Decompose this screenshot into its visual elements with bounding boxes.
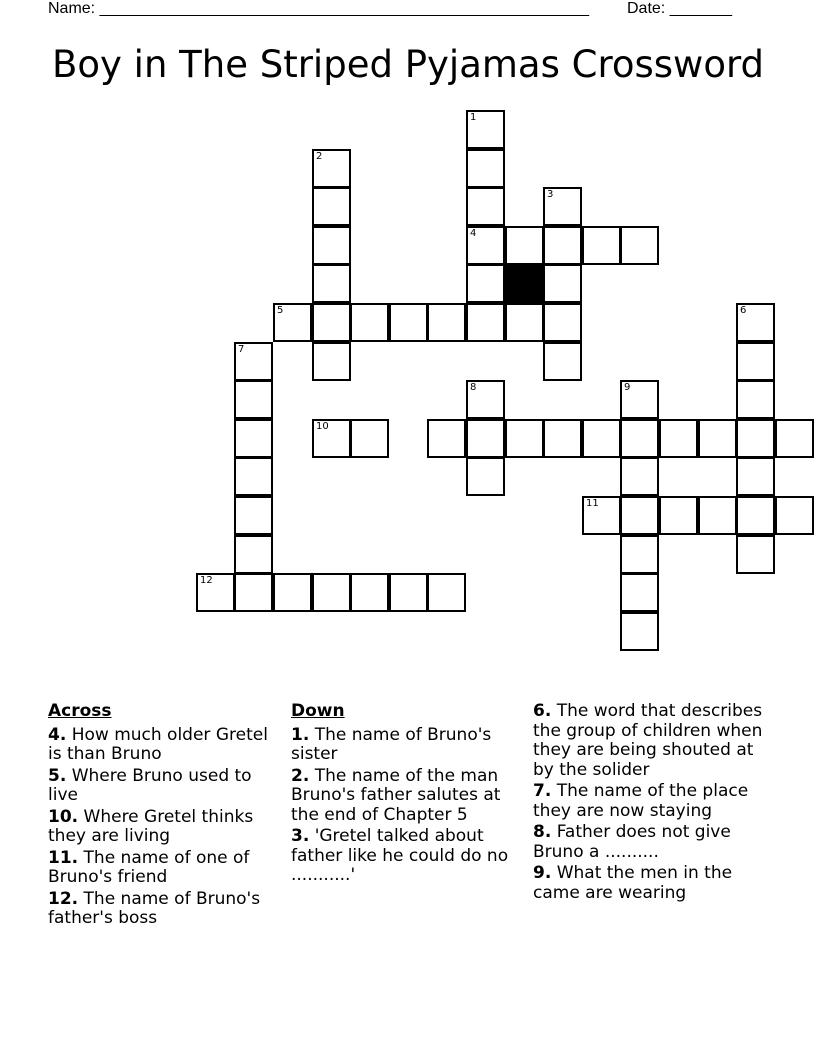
clue-item-text: The name of the place they are now staying: [533, 781, 749, 821]
grid-cell[interactable]: [234, 380, 273, 419]
grid-cell[interactable]: [466, 110, 505, 149]
clue-item: [291, 827, 526, 886]
clue-item-number: 7.: [533, 781, 552, 801]
clue-item-text: Where Bruno used to live: [48, 765, 252, 805]
grid-cell[interactable]: [466, 264, 505, 303]
clue-item-number: 3.: [291, 826, 310, 846]
clue-item-number: 1.: [291, 724, 310, 745]
grid-cell[interactable]: [620, 612, 659, 651]
clue-number: 11: [586, 498, 599, 509]
grid-cell[interactable]: [775, 419, 814, 458]
grid-cell[interactable]: [312, 303, 351, 342]
clue-item-text: 'Gretel talked about father like he could do no ...........': [291, 826, 509, 885]
clue-number: 6: [740, 305, 747, 316]
clue-item-number: 6.: [533, 701, 552, 721]
grid-cell[interactable]: [389, 573, 428, 612]
grid-cell[interactable]: [543, 303, 582, 342]
grid-cell[interactable]: [620, 419, 659, 458]
clue-item-number: 4.: [48, 724, 67, 745]
grid-cell[interactable]: [736, 535, 775, 574]
clue-number: 12: [200, 575, 213, 586]
grid-cell[interactable]: [273, 573, 312, 612]
grid-cell[interactable]: [620, 573, 659, 612]
clue-item-number: 12.: [48, 888, 79, 909]
grid-cell[interactable]: [234, 457, 273, 496]
grid-cell[interactable]: [775, 496, 814, 535]
down-clues-column: [291, 702, 526, 888]
grid-cell[interactable]: [273, 303, 312, 342]
grid-cell[interactable]: [736, 419, 775, 458]
name-field-label: Name: _______________________________________________________: [48, 0, 589, 17]
clue-item-number: 2.: [291, 765, 310, 786]
clue-item: [48, 767, 283, 806]
clue-number: 7: [238, 344, 245, 355]
down-clues-column-continued: [533, 702, 768, 905]
grid-cell[interactable]: [620, 535, 659, 574]
clue-item-text: The name of Bruno's father's boss: [48, 888, 261, 928]
black-square: [505, 264, 544, 303]
grid-cell[interactable]: [312, 187, 351, 226]
clue-item-number: 9.: [533, 863, 552, 883]
grid-cell[interactable]: [620, 457, 659, 496]
grid-cell[interactable]: [659, 496, 698, 535]
clue-number: 3: [547, 189, 554, 200]
grid-cell[interactable]: [427, 303, 466, 342]
clue-item-text: The name of the man Bruno's father salutes at the end of Chapter 5: [291, 765, 501, 825]
grid-cell[interactable]: [620, 496, 659, 535]
grid-cell[interactable]: [582, 226, 621, 265]
grid-cell[interactable]: [466, 303, 505, 342]
grid-cell[interactable]: [466, 187, 505, 226]
clue-item: [48, 726, 283, 765]
grid-cell[interactable]: [196, 573, 235, 612]
clue-number: 1: [470, 112, 477, 123]
clue-item-number: 10.: [48, 806, 79, 827]
grid-cell[interactable]: [427, 419, 466, 458]
grid-cell[interactable]: [312, 573, 351, 612]
grid-cell[interactable]: [466, 149, 505, 188]
grid-cell[interactable]: [427, 573, 466, 612]
grid-cell[interactable]: [543, 226, 582, 265]
grid-cell[interactable]: [505, 303, 544, 342]
clue-item: [291, 726, 526, 765]
grid-cell[interactable]: [620, 380, 659, 419]
down-clue-list: [291, 726, 526, 886]
grid-cell[interactable]: [312, 342, 351, 381]
grid-cell[interactable]: [350, 573, 389, 612]
clue-item-text: The name of Bruno's sister: [291, 724, 492, 764]
clue-item: [48, 849, 283, 888]
grid-cell[interactable]: [543, 419, 582, 458]
grid-cell[interactable]: [736, 380, 775, 419]
clue-item: [533, 782, 768, 821]
across-clues-column: [48, 702, 283, 931]
clue-number: 5: [277, 305, 284, 316]
across-clue-list: [48, 726, 283, 929]
page-title: Boy in The Striped Pyjamas Crossword: [51, 43, 764, 86]
clue-item-number: 5.: [48, 765, 67, 786]
grid-cell[interactable]: [350, 419, 389, 458]
grid-cell[interactable]: [736, 303, 775, 342]
grid-cell[interactable]: [698, 496, 737, 535]
grid-cell[interactable]: [466, 419, 505, 458]
clue-item-text: How much older Gretel is than Bruno: [48, 724, 268, 764]
clue-number: 10: [316, 421, 329, 432]
clue-item: [533, 864, 768, 903]
grid-cell[interactable]: [389, 303, 428, 342]
grid-cell[interactable]: [466, 226, 505, 265]
clue-item: [291, 767, 526, 826]
grid-cell[interactable]: [698, 419, 737, 458]
grid-cell[interactable]: [543, 187, 582, 226]
grid-cell[interactable]: [582, 496, 621, 535]
grid-cell[interactable]: [234, 535, 273, 574]
down-heading: Down: [291, 701, 345, 721]
clue-number: 2: [316, 151, 323, 162]
across-heading: Across: [48, 701, 112, 721]
grid-cell[interactable]: [736, 342, 775, 381]
clue-item-text: Where Gretel thinks they are living: [48, 806, 254, 846]
grid-cell[interactable]: [312, 226, 351, 265]
grid-cell[interactable]: [312, 149, 351, 188]
clue-number: 4: [470, 228, 477, 239]
grid-cell[interactable]: [543, 264, 582, 303]
grid-cell[interactable]: [312, 419, 351, 458]
clue-item-text: The word that describes the group of children when they are being shouted at by the solider: [533, 701, 763, 780]
grid-cell[interactable]: [736, 496, 775, 535]
grid-cell[interactable]: [505, 419, 544, 458]
clue-item-text: The name of one of Bruno's friend: [48, 847, 250, 887]
grid-cell[interactable]: [466, 380, 505, 419]
grid-cell[interactable]: [312, 264, 351, 303]
clue-number: 8: [470, 382, 477, 393]
grid-cell[interactable]: [659, 419, 698, 458]
clue-item-number: 11.: [48, 847, 79, 868]
grid-cell[interactable]: [234, 573, 273, 612]
grid-cell[interactable]: [234, 496, 273, 535]
clue-item: [48, 890, 283, 929]
clue-item: [533, 702, 768, 780]
date-field-label: Date: _______: [627, 0, 732, 17]
grid-cell[interactable]: [234, 342, 273, 381]
grid-cell[interactable]: [736, 457, 775, 496]
clue-item: [48, 808, 283, 847]
clue-number: 9: [624, 382, 631, 393]
down-clue-list-continued: [533, 702, 768, 903]
grid-cell[interactable]: [543, 342, 582, 381]
clue-item-text: What the men in the came are wearing: [533, 863, 733, 903]
clue-item-text: Father does not give Bruno a ..........: [533, 822, 731, 862]
clue-item: [533, 823, 768, 862]
clue-item-number: 8.: [533, 822, 552, 842]
grid-cell[interactable]: [350, 303, 389, 342]
grid-cell[interactable]: [620, 226, 659, 265]
grid-cell[interactable]: [466, 457, 505, 496]
grid-cell[interactable]: [505, 226, 544, 265]
grid-cell[interactable]: [234, 419, 273, 458]
grid-cell[interactable]: [582, 419, 621, 458]
